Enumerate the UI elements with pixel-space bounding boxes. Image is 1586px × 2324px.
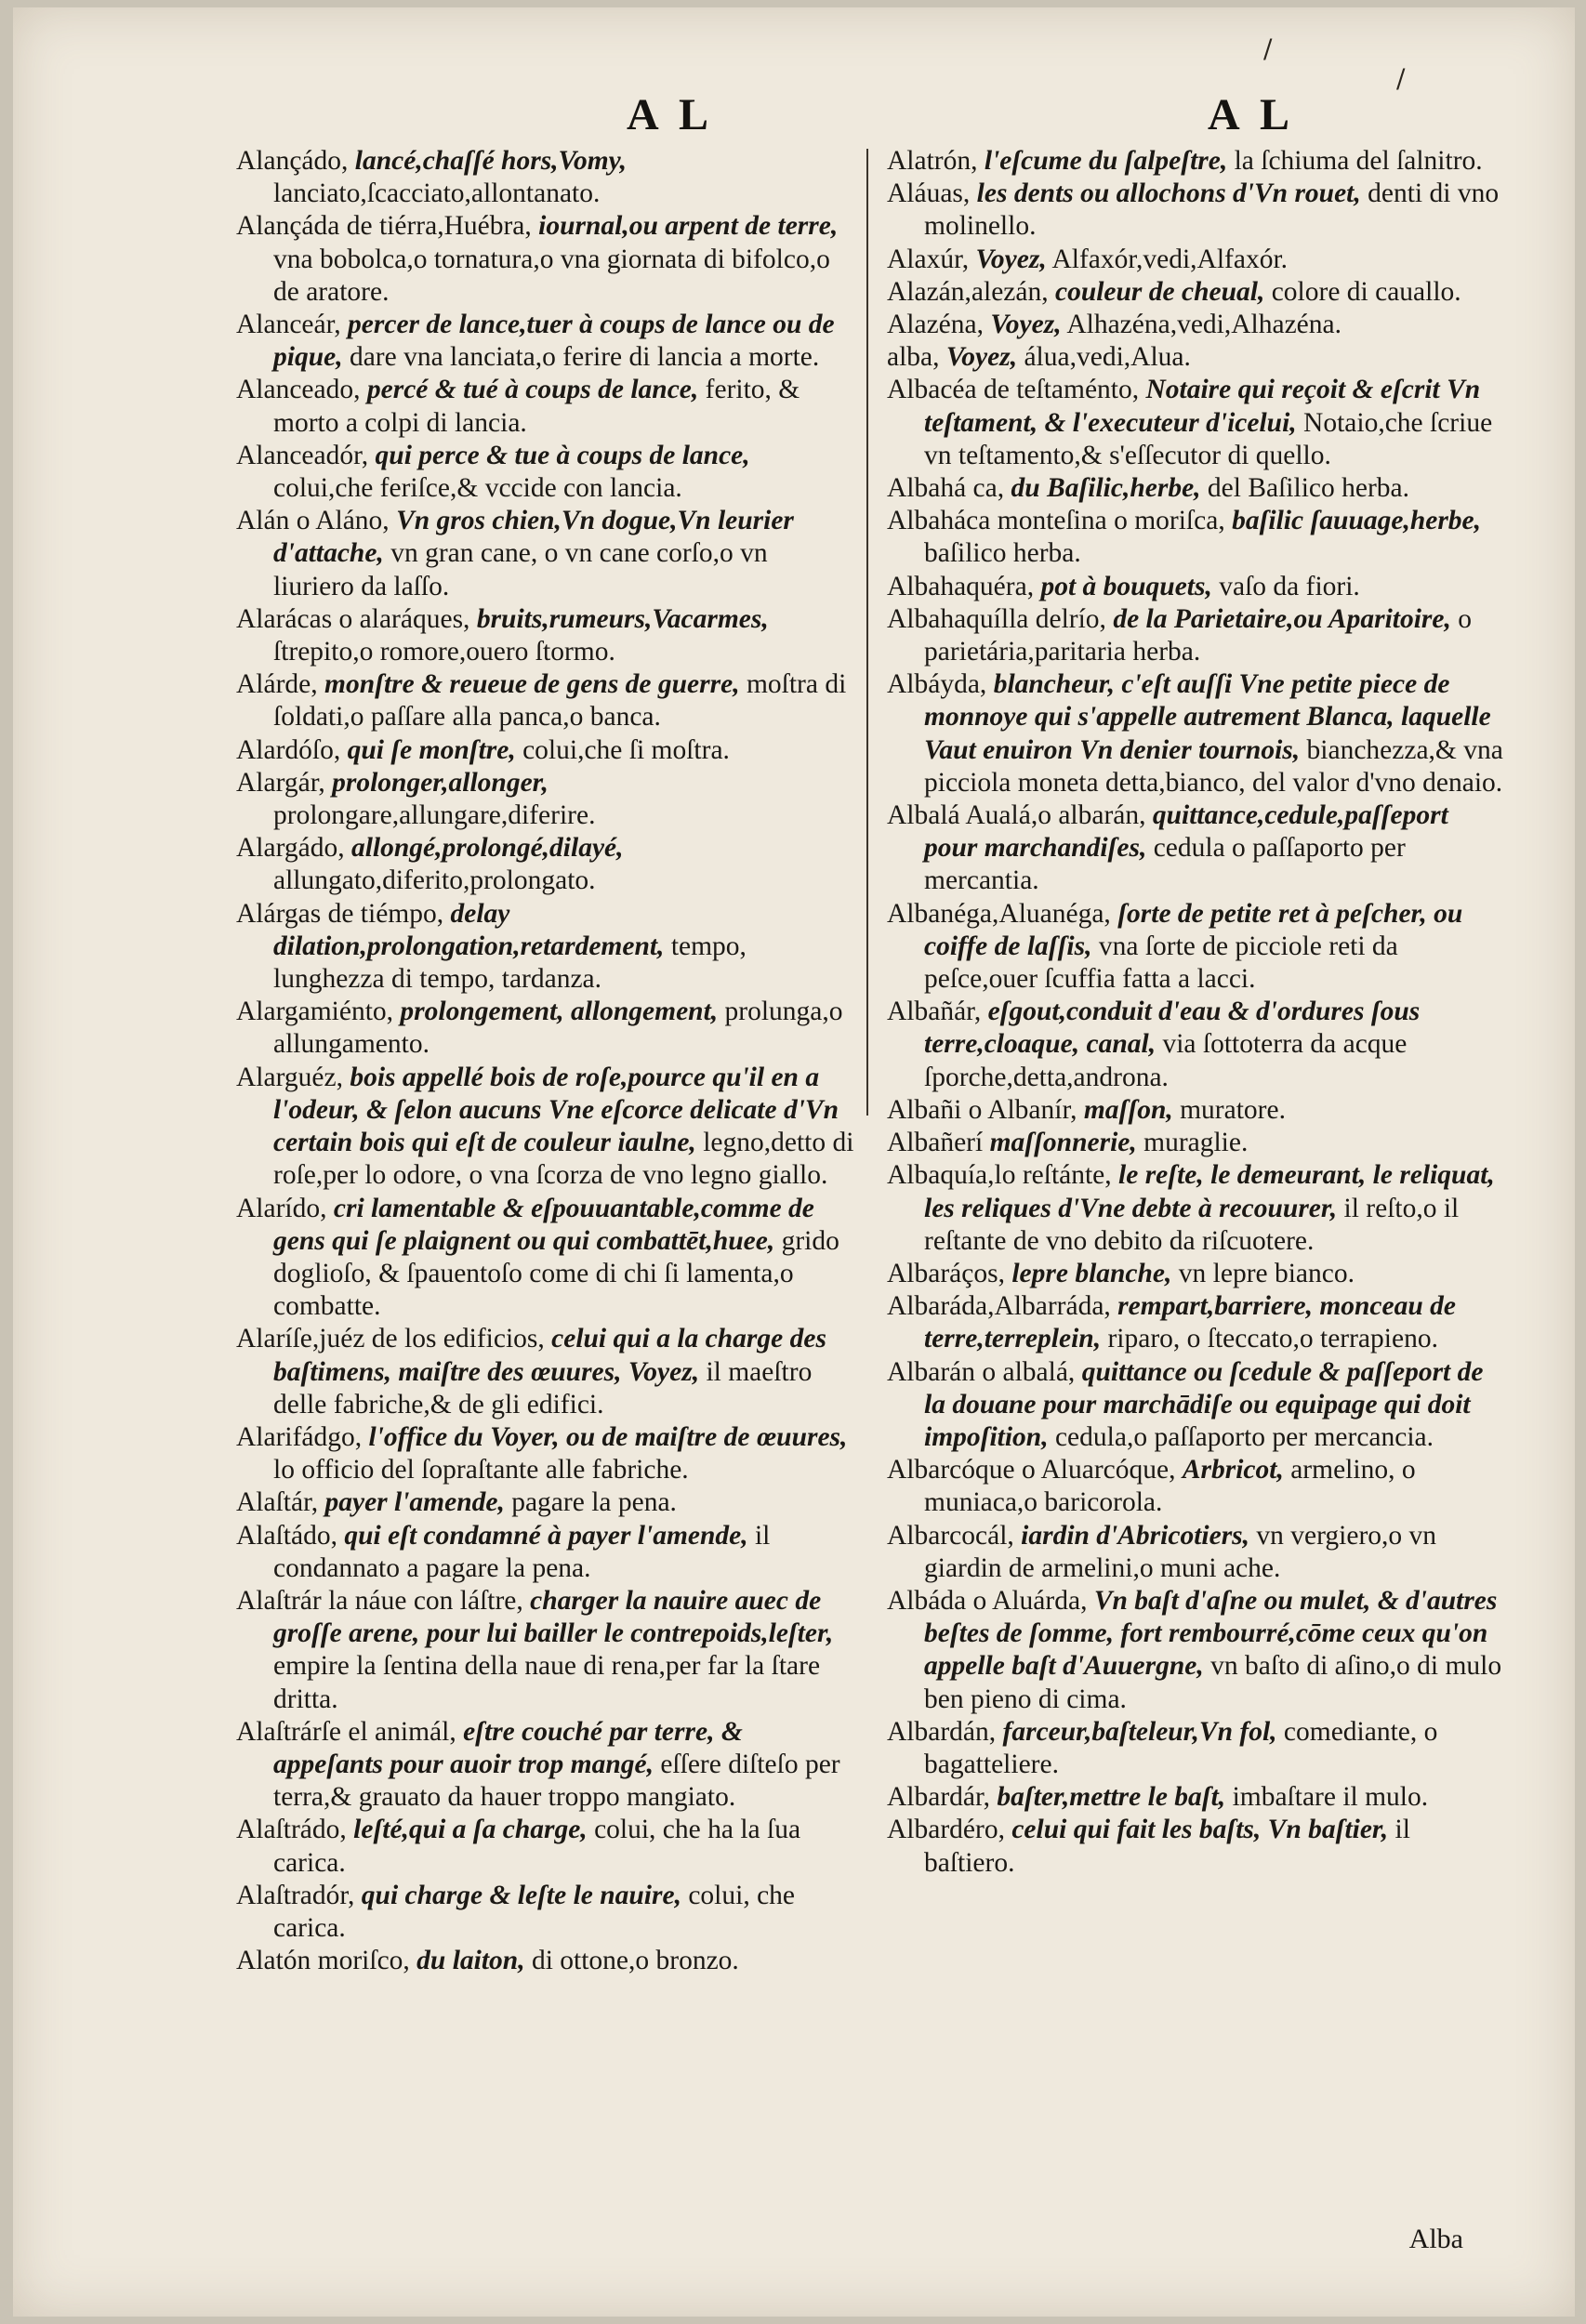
french-gloss: du laiton,: [416, 1946, 525, 1976]
dictionary-entry: [887, 603, 1505, 668]
dictionary-entry: [887, 1356, 1505, 1455]
italian-gloss: álua,vedi,Alua.: [1024, 342, 1191, 373]
spanish-term: Alazéna,: [887, 310, 984, 340]
dictionary-entry: [887, 668, 1505, 799]
french-gloss: quittance ou ſcedule & paſſeport de la douane pour marchādiſe ou equipage qui doit impoſition,: [924, 1356, 1484, 1452]
spanish-term: Alançáda de tiérra,Huébra,: [236, 211, 532, 242]
spanish-term: Alazán,alezán,: [887, 276, 1049, 307]
italian-gloss: grido doglioſo, & ſpauentoſo come di chi ſi lamenta,o combatte.: [273, 1225, 839, 1322]
spanish-term: Alanceár,: [236, 310, 341, 340]
italian-gloss: Alfaxór,vedi,Alfaxór.: [1051, 244, 1289, 274]
dictionary-entry: [236, 1814, 854, 1879]
spanish-term: Albarcocál,: [887, 1520, 1014, 1551]
french-gloss: Voyez,: [975, 244, 1047, 274]
french-gloss: eſtre couché par terre, & appeſants pour auoir trop mangé,: [273, 1716, 743, 1779]
french-gloss: cri lamentable & eſpouuantable,comme de gens qui ſe plaignent ou qui combattēt,huee,: [273, 1193, 814, 1256]
french-gloss: qui perce & tue à coups de lance,: [375, 440, 750, 470]
italian-gloss: bianchezza,& vna picciola moneta detta,bianco, del valor d'vno denaio.: [924, 734, 1503, 798]
italian-gloss: ferito, & morto a colpi di lancia.: [273, 375, 800, 438]
dictionary-entry: [887, 1290, 1505, 1355]
spanish-term: Albardán,: [887, 1716, 997, 1747]
dictionary-entry: [887, 1258, 1505, 1290]
french-gloss: maſſon,: [1083, 1094, 1173, 1125]
italian-gloss: colui, che ha la ſua carica.: [273, 1815, 801, 1878]
page: [13, 7, 1575, 2317]
dictionary-entry: [236, 603, 854, 668]
dictionary-entry: [236, 668, 854, 733]
dictionary-entry: [236, 1421, 854, 1486]
italian-gloss: ſtrepito,o romore,ouero ſtormo.: [273, 637, 615, 667]
column-rule: [866, 149, 868, 1116]
italian-gloss: empire la ſentina della naue di rena,per far la ſtare dritta.: [273, 1651, 821, 1714]
italian-gloss: la ſchiuma del ſalnitro.: [1234, 146, 1483, 176]
french-gloss: le reſte, le demeurant, le reliquat, les reliques d'Vne debte à recouurer,: [924, 1160, 1495, 1223]
dictionary-entry: [887, 1716, 1505, 1781]
italian-gloss: dare vna lanciata,o ferire di lancia a morte.: [349, 342, 820, 373]
italian-gloss: colui,che ſi moſtra.: [522, 734, 730, 765]
dictionary-entry: [887, 1159, 1505, 1258]
dictionary-entry: [887, 1454, 1505, 1519]
dictionary-entry: [236, 1716, 854, 1815]
spanish-term: Alançádo,: [236, 146, 349, 176]
italian-gloss: cedula o paſſaporto per mercantia.: [924, 833, 1406, 896]
spanish-term: Albañi o Albanír,: [887, 1094, 1077, 1125]
french-gloss: blancheur, c'eſt auſſi Vne petite piece de monnoye qui s'appelle autrement Blanca, laquelle Vaut enuiron Vn denier tournois,: [924, 669, 1491, 765]
dictionary-entry: [236, 374, 854, 439]
dictionary-entry: [236, 505, 854, 603]
french-gloss: couleur de cheual,: [1054, 276, 1265, 307]
italian-gloss: il maeſtro delle fabriche,& de gli edifici.: [273, 1356, 813, 1419]
spanish-term: Alaſtrár la náue con láſtre,: [236, 1585, 523, 1616]
spanish-term: Alán o Aláno,: [236, 506, 390, 536]
french-gloss: charger la nauire auec de groſſe arene, pour lui bailler le contrepoids,leſter,: [273, 1585, 834, 1649]
spanish-term: Alaſtrádo,: [236, 1815, 347, 1845]
spanish-term: Alaríſe,juéz de los edificios,: [236, 1324, 545, 1354]
spanish-term: Albarán o albalá,: [887, 1356, 1076, 1387]
spanish-term: Alaſtádo,: [236, 1520, 337, 1551]
french-gloss: qui charge & leſte le nauire,: [361, 1880, 681, 1910]
spanish-term: Alanceadór,: [236, 440, 369, 470]
right-running-head: A L: [1208, 90, 1296, 139]
french-gloss: maſſonnerie,: [989, 1128, 1137, 1158]
spanish-term: Alaſtrárſe el animál,: [236, 1716, 456, 1747]
spanish-term: Albáda o Aluárda,: [887, 1585, 1088, 1616]
spanish-term: Albarcóque o Aluarcóque,: [887, 1455, 1176, 1486]
french-gloss: percé & tué à coups de lance,: [366, 375, 699, 405]
dictionary-entry: [236, 309, 854, 374]
italian-gloss: vna ſorte de picciole reti da peſce,ouer ſcuffia fatta a lacci.: [924, 931, 1398, 995]
dictionary-entry: [887, 472, 1505, 505]
spanish-term: Alarguéz,: [236, 1062, 343, 1092]
italian-gloss: il reſto,o il reſtante de vno debito da riſcuotere.: [924, 1193, 1460, 1256]
french-gloss: pot à bouquets,: [1040, 571, 1212, 601]
italian-gloss: prolunga,o allungamento.: [273, 997, 843, 1060]
spanish-term: Alargár,: [236, 767, 325, 798]
italian-gloss: baſilico herba.: [924, 538, 1081, 569]
italian-gloss: riparo, o ſteccato,o terrapieno.: [1107, 1324, 1438, 1354]
french-gloss: quittance,cedule,paſſeport pour marchandiſes,: [924, 800, 1448, 864]
dictionary-entry: [236, 1945, 854, 1977]
dictionary-entry: [236, 440, 854, 505]
dictionary-entry: [887, 244, 1505, 276]
spanish-term: Alardóſo,: [236, 734, 341, 765]
right-column: [887, 145, 1505, 1880]
dictionary-entry: [887, 1781, 1505, 1814]
french-gloss: prolonger,allonger,: [332, 767, 548, 798]
spanish-term: Albahaquéra,: [887, 571, 1035, 601]
french-gloss: iardin d'Abricotiers,: [1021, 1520, 1250, 1551]
spanish-term: Alárde,: [236, 669, 318, 700]
french-gloss: les dents ou allochons d'Vn rouet,: [976, 178, 1361, 209]
ink-mark: /: [1396, 63, 1406, 94]
dictionary-entry: [236, 210, 854, 309]
dictionary-entry: [887, 145, 1505, 178]
dictionary-entry: [236, 1323, 854, 1421]
spanish-term: Albaquía,lo reſtánte,: [887, 1160, 1112, 1191]
dictionary-entry: [887, 1094, 1505, 1127]
spanish-term: Albanéga,Aluanéga,: [887, 898, 1111, 929]
dictionary-entry: [236, 1486, 854, 1519]
spanish-term: Albalá Aualá,o albarán,: [887, 800, 1146, 831]
italian-gloss: colui, che carica.: [273, 1880, 796, 1943]
italian-gloss: prolongare,allungare,diferire.: [273, 800, 596, 831]
italian-gloss: armelino, o muniaca,o baricorola.: [924, 1455, 1416, 1518]
spanish-term: Albardéro,: [887, 1815, 1005, 1845]
french-gloss: Notaire qui reçoit & eſcrit Vn teſtament, & l'executeur d'icelui,: [924, 375, 1481, 438]
dictionary-entry: [887, 1127, 1505, 1159]
spanish-term: Alaſtradór,: [236, 1880, 355, 1910]
italian-gloss: legno,detto di roſe,per lo odore, o vna ſcorza de vno legno giallo.: [273, 1128, 854, 1191]
french-gloss: baſter,mettre le baſt,: [997, 1782, 1226, 1813]
french-gloss: qui ſe monſtre,: [347, 734, 516, 765]
french-gloss: de la Parietaire,ou Aparitoire,: [1113, 603, 1451, 634]
french-gloss: leſté,qui a ſa charge,: [353, 1815, 588, 1845]
french-gloss: eſgout,conduit d'eau & d'ordures ſous terre,cloaque, canal,: [924, 997, 1421, 1060]
french-gloss: celui qui fait les baſts, Vn baſtier,: [1011, 1815, 1389, 1845]
italian-gloss: allungato,diferito,prolongato.: [273, 865, 596, 896]
italian-gloss: vaſo da fiori.: [1219, 571, 1360, 601]
spanish-term: Alarifádgo,: [236, 1421, 363, 1452]
french-gloss: du Baſilic,herbe,: [1011, 473, 1201, 504]
french-gloss: Arbricot,: [1182, 1455, 1284, 1486]
italian-gloss: moſtra di ſoldati,o paſſare alla panca,o banca.: [273, 669, 847, 733]
french-gloss: Vn gros chien,Vn dogue,Vn leurier d'attache,: [273, 506, 794, 569]
french-gloss: l'office du Voyer, ou de maiſtre de œuures,: [368, 1421, 848, 1452]
spanish-term: Albaráços,: [887, 1258, 1005, 1288]
dictionary-entry: [236, 832, 854, 897]
french-gloss: l'eſcume du ſalpeſtre,: [984, 146, 1228, 176]
french-gloss: Voyez,: [945, 342, 1018, 373]
dictionary-entry: [887, 374, 1505, 472]
dictionary-entry: [887, 276, 1505, 309]
dictionary-entry: [887, 571, 1505, 603]
french-gloss: Vn baſt d'aſne ou mulet, & d'autres beſtes de ſomme, fort rembourré,cōme ceux qu'on appelle baſt d'Auuergne,: [924, 1585, 1498, 1682]
dictionary-entry: [887, 341, 1505, 374]
spanish-term: Albañár,: [887, 997, 982, 1027]
spanish-term: Alaſtár,: [236, 1487, 319, 1518]
french-gloss: farceur,baſteleur,Vn fol,: [1002, 1716, 1277, 1747]
italian-gloss: del Baſilico herba.: [1207, 473, 1409, 504]
italian-gloss: eſſere diſteſo per terra,& grauato da hauer troppo mangiato.: [273, 1749, 840, 1813]
dictionary-entry: [236, 767, 854, 832]
spanish-term: Albacéa de teſtaménto,: [887, 375, 1140, 405]
spanish-term: Alárgas de tiémpo,: [236, 898, 444, 929]
spanish-term: alba,: [887, 342, 940, 373]
french-gloss: payer l'amende,: [324, 1487, 505, 1518]
dictionary-entry: [236, 1193, 854, 1324]
dictionary-entry: [236, 1062, 854, 1193]
spanish-term: Alarácas o alaráques,: [236, 603, 470, 634]
french-gloss: prolongement, allongement,: [400, 997, 719, 1027]
french-gloss: bois appellé bois de roſe,pource qu'il en a l'odeur, & ſelon aucuns Vne eſcorce delicate d'Vn certain bois qui eſt de couleur iaulne,: [273, 1062, 839, 1158]
italian-gloss: comediante, o bagatteliere.: [924, 1716, 1438, 1779]
french-gloss: iournal,ou arpent de terre,: [538, 211, 839, 242]
italian-gloss: vn gran cane, o vn cane corſo,o vn liuriero da laſſo.: [273, 538, 768, 601]
spanish-term: Albáyda,: [887, 669, 987, 700]
dictionary-entry: [887, 505, 1505, 570]
italian-gloss: il condannato a pagare la pena.: [273, 1520, 771, 1583]
spanish-term: Alatrón,: [887, 146, 978, 176]
dictionary-entry: [887, 898, 1505, 997]
dictionary-entry: [887, 799, 1505, 898]
spanish-term: Aláuas,: [887, 178, 971, 209]
dictionary-entry: [887, 178, 1505, 243]
spanish-term: Albaháca monteſina o moriſca,: [887, 506, 1225, 536]
spanish-term: Alargádo,: [236, 833, 345, 864]
dictionary-entry: [236, 1520, 854, 1585]
french-gloss: percer de lance,tuer à coups de lance ou de pique,: [273, 310, 835, 373]
french-gloss: Voyez,: [990, 310, 1062, 340]
italian-gloss: muraglie.: [1143, 1128, 1249, 1158]
spanish-term: Albañerí: [887, 1128, 984, 1158]
french-gloss: rempart,barriere, monceau de terre,terreplein,: [924, 1291, 1456, 1354]
french-gloss: baſilic ſauuage,herbe,: [1232, 506, 1482, 536]
dictionary-entry: [887, 1814, 1505, 1879]
french-gloss: monſtre & reueue de gens de guerre,: [324, 669, 740, 700]
italian-gloss: colui,che feriſce,& vccide con lancia.: [273, 473, 682, 504]
french-gloss: ſorte de petite ret à peſcher, ou coiffe de laſſis,: [924, 898, 1463, 961]
italian-gloss: lanciato,ſcacciato,allontanato.: [273, 178, 601, 209]
dictionary-entry: [887, 996, 1505, 1094]
spanish-term: Alaxúr,: [887, 244, 970, 274]
dictionary-entry: [236, 898, 854, 997]
french-gloss: celui qui a la charge des baſtimens, maiſtre des œuures, Voyez,: [273, 1324, 826, 1387]
italian-gloss: muratore.: [1180, 1094, 1286, 1125]
french-gloss: lancé,chaſſé hors,Vomy,: [354, 146, 628, 176]
italian-gloss: imbaſtare il mulo.: [1232, 1782, 1429, 1813]
italian-gloss: vn baſto di aſino,o di mulo ben pieno di cima.: [924, 1651, 1502, 1714]
italian-gloss: o parietária,paritaria herba.: [924, 603, 1472, 667]
italian-gloss: colore di cauallo.: [1271, 276, 1461, 307]
italian-gloss: tempo, lunghezza di tempo, tardanza.: [273, 931, 747, 995]
spanish-term: Alatón moriſco,: [236, 1946, 410, 1976]
french-gloss: bruits,rumeurs,Vacarmes,: [476, 603, 769, 634]
catchword: Alba: [1408, 2224, 1463, 2254]
spanish-term: Albardár,: [887, 1782, 991, 1813]
dictionary-entry: [236, 1880, 854, 1945]
italian-gloss: cedula,o paſſaporto per mercancia.: [1054, 1421, 1434, 1452]
french-gloss: qui eſt condamné à payer l'amende,: [344, 1520, 748, 1551]
spanish-term: Alarído,: [236, 1193, 327, 1223]
italian-gloss: il baſtiero.: [924, 1815, 1410, 1878]
dictionary-entry: [236, 145, 854, 210]
left-running-head: A L: [627, 90, 715, 139]
dictionary-entry: [236, 734, 854, 767]
spanish-term: Albaráda,Albarráda,: [887, 1291, 1111, 1322]
dictionary-entry: [887, 309, 1505, 341]
spanish-term: Albahaquílla delrío,: [887, 603, 1106, 634]
italian-gloss: via ſottoterra da acque ſporche,detta,androna.: [924, 1029, 1408, 1092]
italian-gloss: di ottone,o bronzo.: [531, 1946, 739, 1976]
spanish-term: Alanceado,: [236, 375, 361, 405]
italian-gloss: vn lepre bianco.: [1178, 1258, 1355, 1288]
italian-gloss: Alhazéna,vedi,Alhazéna.: [1066, 310, 1341, 340]
dictionary-entry: [236, 1585, 854, 1716]
french-gloss: allongé,prolongé,dilayé,: [350, 833, 624, 864]
italian-gloss: vn vergiero,o vn giardin de armelini,o muni ache.: [924, 1520, 1437, 1583]
left-column: [236, 145, 854, 1977]
italian-gloss: denti di vno molinello.: [924, 178, 1500, 242]
french-gloss: lepre blanche,: [1011, 1258, 1172, 1288]
spanish-term: Alargamiénto,: [236, 997, 394, 1027]
italian-gloss: vna bobolca,o tornatura,o vna giornata di bifolco,o de aratore.: [273, 244, 830, 307]
dictionary-entry: [887, 1520, 1505, 1585]
dictionary-entry: [887, 1585, 1505, 1716]
ink-mark: /: [1263, 33, 1273, 64]
italian-gloss: pagare la pena.: [511, 1487, 677, 1518]
italian-gloss: lo officio del ſopraſtante alle fabriche.: [273, 1455, 689, 1486]
italian-gloss: Notaio,che ſcriue vn teſtamento,& s'eſſecutor di quello.: [924, 407, 1493, 470]
spanish-term: Albahá ca,: [887, 473, 1005, 504]
french-gloss: delay dilation,prolongation,retardement,: [273, 898, 665, 961]
dictionary-entry: [236, 996, 854, 1061]
